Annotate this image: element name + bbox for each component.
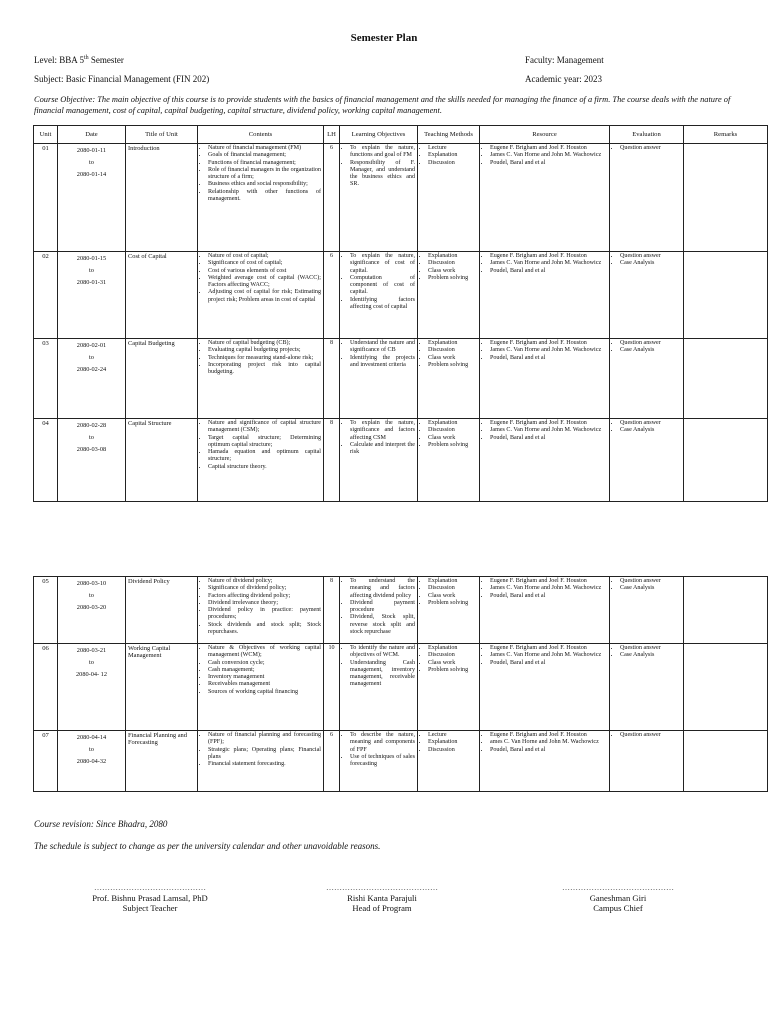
- method-list: [420, 145, 477, 167]
- objective-list: [342, 732, 415, 768]
- resource-cell: [480, 144, 610, 252]
- evaluation-list: [612, 340, 681, 355]
- column-header: Unit: [34, 126, 58, 144]
- remarks-cell: [684, 144, 768, 252]
- method-list: [420, 340, 477, 369]
- date-from: 2080-02-28: [76, 422, 107, 429]
- method-list: [420, 420, 477, 449]
- resource-list: [482, 578, 607, 600]
- content-item: • Dividend policy in practice: payment procedures;: [208, 607, 321, 622]
- evaluation-cell: [610, 731, 684, 792]
- method-item: • Discussion: [428, 747, 477, 754]
- content-list: [200, 732, 321, 768]
- table-row: [34, 731, 768, 792]
- method-item: • Discussion: [428, 427, 477, 434]
- unit-title-cell: Working Capital Management: [126, 644, 198, 731]
- resource-list: [482, 732, 607, 754]
- resource-list: [482, 420, 607, 442]
- objective-item: • To explain the nature, significance and factors affecting CSM: [350, 420, 415, 442]
- signatory-role: Campus Chief: [593, 903, 643, 913]
- method-item: • Class work: [428, 593, 477, 600]
- signature-teacher: [60, 883, 240, 913]
- content-item: • Dividend irrelevance theory;: [208, 600, 321, 607]
- lh-cell: 10: [324, 644, 340, 731]
- resource-list: [482, 145, 607, 167]
- content-item: • Role of financial managers in the organization structure of a firm;: [208, 167, 321, 182]
- method-item: • Class work: [428, 268, 477, 275]
- methods-cell: [418, 252, 480, 339]
- evaluation-cell: [610, 419, 684, 502]
- content-item: • Sources of working capital financing: [208, 689, 321, 696]
- objectives-cell: [340, 644, 418, 731]
- resource-item: • Eugene F. Brigham and Joel F. Houston: [490, 340, 607, 347]
- academic-year-text: Academic year: 2023: [525, 74, 602, 84]
- table-row: [34, 419, 768, 502]
- content-item: • Incorporating project risk into capital budgeting.: [208, 362, 321, 377]
- evaluation-list: [612, 732, 681, 739]
- method-item: • Explanation: [428, 340, 477, 347]
- unit-cell: 05: [34, 577, 58, 644]
- objective-list: [342, 645, 415, 689]
- method-list: [420, 732, 477, 754]
- content-item: • Hamada equation and optimum capital structure;: [208, 449, 321, 464]
- unit-title-cell: Capital Structure: [126, 419, 198, 502]
- methods-cell: [418, 144, 480, 252]
- method-item: • Problem solving: [428, 362, 477, 369]
- resource-item: • Eugene F. Brigham and Joel F. Houston: [490, 645, 607, 652]
- column-header: Remarks: [684, 126, 768, 144]
- content-item: • Nature and significance of capital structure management (CSM);: [208, 420, 321, 435]
- objective-list: [342, 420, 415, 456]
- objective-item: • Calculate and interpret the risk: [350, 442, 415, 457]
- lh-cell: 8: [324, 577, 340, 644]
- table-row: [34, 144, 768, 252]
- unit-cell: 01: [34, 144, 58, 252]
- date-to: 2080-04- 12: [76, 671, 107, 678]
- method-item: • Explanation: [428, 739, 477, 746]
- objective-item: • To identify the nature and objectives of WCM.: [350, 645, 415, 660]
- date-cell: [58, 419, 126, 502]
- level-text: Level: BBA 5th Semester: [34, 55, 124, 65]
- objective-list: [342, 253, 415, 311]
- signature-chief: [528, 883, 708, 913]
- contents-cell: [198, 731, 324, 792]
- date-to: 2080-01-14: [76, 171, 107, 178]
- method-item: • Explanation: [428, 253, 477, 260]
- method-item: • Explanation: [428, 420, 477, 427]
- lh-cell: 6: [324, 252, 340, 339]
- evaluation-item: • Case Analysis: [620, 260, 681, 267]
- resource-list: [482, 340, 607, 362]
- content-list: [200, 420, 321, 471]
- date-to-word: to: [89, 434, 94, 441]
- table-row: [34, 339, 768, 419]
- content-item: • Strategic plans; Operating plans; Financial plans: [208, 747, 321, 762]
- content-item: • Cash management;: [208, 667, 321, 674]
- content-item: • Nature & Objectives of working capital management (WCM);: [208, 645, 321, 660]
- lh-cell: 8: [324, 419, 340, 502]
- method-list: [420, 578, 477, 607]
- evaluation-item: • Question answer: [620, 340, 681, 347]
- evaluation-item: • Case Analysis: [620, 347, 681, 354]
- content-item: • Goals of financial management;: [208, 152, 321, 159]
- methods-cell: [418, 339, 480, 419]
- evaluation-item: • Question answer: [620, 253, 681, 260]
- objective-item: • To understand the meaning and factors affecting dividend policy: [350, 578, 415, 600]
- evaluation-item: • Question answer: [620, 420, 681, 427]
- resource-item: • Poudel, Baral and et al: [490, 160, 607, 167]
- resource-item: • Poudel, Baral and et al: [490, 593, 607, 600]
- signatory-name: Rishi Kanta Parajuli: [347, 893, 417, 903]
- unit-title-cell: Introduction: [126, 144, 198, 252]
- evaluation-item: • Question answer: [620, 732, 681, 739]
- date-to-word: to: [89, 592, 94, 599]
- objective-list: [342, 145, 415, 189]
- content-item: • Significance of cost of capital;: [208, 260, 321, 267]
- unit-title-cell: Capital Budgeting: [126, 339, 198, 419]
- method-item: • Class work: [428, 355, 477, 362]
- objective-item: • Dividend payment procedure: [350, 600, 415, 615]
- table-header-row: [34, 126, 768, 144]
- date-cell: [58, 577, 126, 644]
- content-item: • Factors affecting dividend policy;: [208, 593, 321, 600]
- method-item: • Lecture: [428, 145, 477, 152]
- content-item: • Target capital structure; Determining optimum capital structure;: [208, 435, 321, 450]
- content-list: [200, 340, 321, 376]
- date-to-word: to: [89, 746, 94, 753]
- contents-cell: [198, 644, 324, 731]
- method-item: • Explanation: [428, 152, 477, 159]
- objective-item: • To describe the nature, meaning and components of FPF: [350, 732, 415, 754]
- method-item: • Problem solving: [428, 442, 477, 449]
- resource-list: [482, 645, 607, 667]
- evaluation-item: • Case Analysis: [620, 585, 681, 592]
- methods-cell: [418, 731, 480, 792]
- content-item: • Inventory management: [208, 674, 321, 681]
- content-item: • Significance of dividend policy;: [208, 585, 321, 592]
- content-list: [200, 253, 321, 304]
- evaluation-item: • Question answer: [620, 645, 681, 652]
- evaluation-item: • Case Analysis: [620, 652, 681, 659]
- signature-line: ……………………………………: [562, 883, 674, 892]
- objectives-cell: [340, 577, 418, 644]
- content-item: • Stock dividends and stock split; Stock repurchases.: [208, 622, 321, 637]
- date-to-word: to: [89, 354, 94, 361]
- evaluation-list: [612, 578, 681, 593]
- date-cell: [58, 644, 126, 731]
- method-item: • Lecture: [428, 732, 477, 739]
- objectives-cell: [340, 144, 418, 252]
- column-header: Resource: [480, 126, 610, 144]
- lh-cell: 6: [324, 144, 340, 252]
- date-from: 2080-02-01: [76, 342, 107, 349]
- unit-cell: 04: [34, 419, 58, 502]
- contents-cell: [198, 339, 324, 419]
- content-item: • Nature of cost of capital;: [208, 253, 321, 260]
- signatory-role: Head of Program: [352, 903, 412, 913]
- resource-item: • Eugene F. Brigham and Joel F. Houston: [490, 420, 607, 427]
- date-from: 2080-04-14: [76, 734, 107, 741]
- date-to-word: to: [89, 267, 94, 274]
- content-item: • Adjusting cost of capital for risk; Estimating project risk; Problem areas in cost of capital: [208, 289, 321, 304]
- content-item: • Business ethics and social responsibility;: [208, 181, 321, 188]
- table-row: [34, 252, 768, 339]
- objective-item: • Dividend, Stock split, reverse stock split and stock repurchase: [350, 614, 415, 636]
- plan-table-page-2: [33, 576, 768, 792]
- methods-cell: [418, 577, 480, 644]
- evaluation-item: • Case Analysis: [620, 427, 681, 434]
- date-cell: [58, 252, 126, 339]
- resource-item: • James C. Van Horne and John M. Wachowicz: [490, 427, 607, 434]
- resource-item: • James C. Van Horne and John M. Wachowicz: [490, 260, 607, 267]
- contents-cell: [198, 577, 324, 644]
- objective-item: • To explain the nature, significance of cost of capital.: [350, 253, 415, 275]
- method-item: • Discussion: [428, 160, 477, 167]
- method-item: • Class work: [428, 435, 477, 442]
- resource-cell: [480, 577, 610, 644]
- column-header: Learning Objectives: [340, 126, 418, 144]
- signatory-role: Subject Teacher: [122, 903, 178, 913]
- remarks-cell: [684, 419, 768, 502]
- method-list: [420, 645, 477, 674]
- date-from: 2080-01-15: [76, 255, 107, 262]
- method-item: • Discussion: [428, 260, 477, 267]
- resource-item: • James C. Van Horne and John M. Wachowicz: [490, 347, 607, 354]
- date-cell: [58, 339, 126, 419]
- date-cell: [58, 144, 126, 252]
- unit-cell: 06: [34, 644, 58, 731]
- objective-item: • Use of techniques of sales forecasting: [350, 754, 415, 769]
- date-to-word: to: [89, 159, 94, 166]
- table-row: [34, 577, 768, 644]
- plan-table-page-1: [33, 125, 768, 502]
- faculty-text: Faculty: Management: [525, 55, 604, 65]
- evaluation-cell: [610, 144, 684, 252]
- evaluation-list: [612, 253, 681, 268]
- date-cell: [58, 731, 126, 792]
- content-item: • Capital structure theory.: [208, 464, 321, 471]
- objective-item: • Computation of component of cost of capital.: [350, 275, 415, 297]
- lh-cell: 8: [324, 339, 340, 419]
- methods-cell: [418, 419, 480, 502]
- content-list: [200, 645, 321, 696]
- evaluation-cell: [610, 339, 684, 419]
- method-item: • Explanation: [428, 578, 477, 585]
- evaluation-list: [612, 145, 681, 152]
- date-to: 2080-01-31: [76, 279, 107, 286]
- content-item: • Evaluating capital budgeting projects;: [208, 347, 321, 354]
- objective-list: [342, 578, 415, 636]
- resource-item: • James C. Van Horne and John M. Wachowicz: [490, 652, 607, 659]
- content-item: • Relationship with other functions of management.: [208, 189, 321, 204]
- unit-cell: 07: [34, 731, 58, 792]
- contents-cell: [198, 252, 324, 339]
- objective-item: • Identifying factors affecting cost of capital: [350, 297, 415, 312]
- remarks-cell: [684, 577, 768, 644]
- signature-line: ……………………………………: [94, 883, 206, 892]
- unit-title-cell: Cost of Capital: [126, 252, 198, 339]
- subject-text: Subject: Basic Financial Management (FIN 202): [34, 74, 210, 84]
- content-item: • Cost of various elements of cost: [208, 268, 321, 275]
- signature-line: ……………………………………: [326, 883, 438, 892]
- resource-cell: [480, 339, 610, 419]
- resource-list: [482, 253, 607, 275]
- method-item: • Discussion: [428, 347, 477, 354]
- column-header: Date: [58, 126, 126, 144]
- resource-item: • James C. Van Horne and John M. Wachowicz: [490, 152, 607, 159]
- date-from: 2080-03-10: [76, 580, 107, 587]
- content-list: [200, 145, 321, 203]
- resource-cell: [480, 252, 610, 339]
- column-header: Teaching Methods: [418, 126, 480, 144]
- unit-cell: 02: [34, 252, 58, 339]
- content-list: [200, 578, 321, 636]
- resource-cell: [480, 731, 610, 792]
- remarks-cell: [684, 731, 768, 792]
- remarks-cell: [684, 339, 768, 419]
- method-item: • Problem solving: [428, 667, 477, 674]
- date-to-word: to: [89, 659, 94, 666]
- objective-item: • To explain the nature, functions and goal of FM: [350, 145, 415, 160]
- course-objective: Course Objective: The main objective of this course is to provide students with the basics of financial management and the skills needed for managing the finance of a firm. The course deals with the nature of financial management, cost of capital, capital budgeting, capital structure, dividend policy, working capital management.: [34, 95, 731, 115]
- resource-cell: [480, 644, 610, 731]
- objectives-cell: [340, 339, 418, 419]
- method-item: • Problem solving: [428, 275, 477, 282]
- evaluation-cell: [610, 577, 684, 644]
- column-header: Contents: [198, 126, 324, 144]
- column-header: Evaluation: [610, 126, 684, 144]
- evaluation-cell: [610, 644, 684, 731]
- column-header: Title of Unit: [126, 126, 198, 144]
- content-item: • Financial statement forecasting.: [208, 761, 321, 768]
- content-item: • Nature of dividend policy;: [208, 578, 321, 585]
- signatory-name: Prof. Bishnu Prasad Lamsal, PhD: [92, 893, 208, 903]
- objective-item: • Understanding Cash management, inventory management, receivable management: [350, 660, 415, 689]
- signature-head: [292, 883, 472, 913]
- objective-item: • Identifying the projects and investment criteria: [350, 355, 415, 370]
- date-to: 2080-03-08: [76, 446, 107, 453]
- resource-item: • Eugene F. Brigham and Joel F. Houston: [490, 145, 607, 152]
- methods-cell: [418, 644, 480, 731]
- remarks-cell: [684, 252, 768, 339]
- unit-title-cell: Financial Planning and Forecasting: [126, 731, 198, 792]
- content-item: • Nature of capital budgeting (CB);: [208, 340, 321, 347]
- resource-item: • James C. Van Horne and John M. Wachowicz: [490, 585, 607, 592]
- resource-item: • Poudel, Baral and et al: [490, 660, 607, 667]
- content-item: • Nature of financial management (FM): [208, 145, 321, 152]
- method-item: • Discussion: [428, 652, 477, 659]
- date-to: 2080-03-20: [76, 604, 107, 611]
- date-to: 2080-02-24: [76, 366, 107, 373]
- evaluation-cell: [610, 252, 684, 339]
- resource-item: • ames C. Van Horne and John M. Wachowicz: [490, 739, 607, 746]
- method-list: [420, 253, 477, 282]
- contents-cell: [198, 419, 324, 502]
- page-title: Semester Plan: [350, 32, 418, 44]
- course-revision: Course revision: Since Bhadra, 2080: [34, 819, 168, 829]
- objectives-cell: [340, 252, 418, 339]
- content-item: • Receivables management: [208, 681, 321, 688]
- content-item: • Techniques for measuring stand-alone risk;: [208, 355, 321, 362]
- objective-item: • Responsibility of F. Manager, and understand the business ethics and SR.: [350, 160, 415, 189]
- resource-cell: [480, 419, 610, 502]
- resource-item: • Eugene F. Brigham and Joel F. Houston: [490, 253, 607, 260]
- resource-item: • Eugene F. Brigham and Joel F. Houston: [490, 578, 607, 585]
- resource-item: • Poudel, Baral and et al: [490, 435, 607, 442]
- evaluation-list: [612, 645, 681, 660]
- method-item: • Class work: [428, 660, 477, 667]
- content-item: • Nature of financial planning and forecasting (FPF);: [208, 732, 321, 747]
- method-item: • Discussion: [428, 585, 477, 592]
- date-from: 2080-03-21: [76, 647, 107, 654]
- evaluation-list: [612, 420, 681, 435]
- content-item: • Cash conversion cycle;: [208, 660, 321, 667]
- objectives-cell: [340, 731, 418, 792]
- column-header: LH: [324, 126, 340, 144]
- evaluation-item: • Question answer: [620, 578, 681, 585]
- schedule-note: The schedule is subject to change as per the university calendar and other unavoidable reasons.: [34, 841, 381, 851]
- table-row: [34, 644, 768, 731]
- objective-item: • Understand the nature and significance of CB: [350, 340, 415, 355]
- evaluation-item: • Question answer: [620, 145, 681, 152]
- resource-item: • Eugene F. Brigham and Joel F. Houston: [490, 732, 607, 739]
- resource-item: • Poudel, Baral and et al: [490, 355, 607, 362]
- method-item: • Problem solving: [428, 600, 477, 607]
- contents-cell: [198, 144, 324, 252]
- unit-cell: 03: [34, 339, 58, 419]
- objective-list: [342, 340, 415, 369]
- content-item: • Weighted average cost of capital (WACC); Factors affecting WACC;: [208, 275, 321, 290]
- date-from: 2080-01-11: [76, 147, 107, 154]
- method-item: • Explanation: [428, 645, 477, 652]
- content-item: • Functions of financial management;: [208, 160, 321, 167]
- unit-title-cell: Dividend Policy: [126, 577, 198, 644]
- date-to: 2080-04-32: [76, 758, 107, 765]
- lh-cell: 6: [324, 731, 340, 792]
- signatory-name: Ganeshman Giri: [589, 893, 647, 903]
- resource-item: • Poudel, Baral and et al: [490, 747, 607, 754]
- remarks-cell: [684, 644, 768, 731]
- resource-item: • Poudel, Baral and et al: [490, 268, 607, 275]
- objectives-cell: [340, 419, 418, 502]
